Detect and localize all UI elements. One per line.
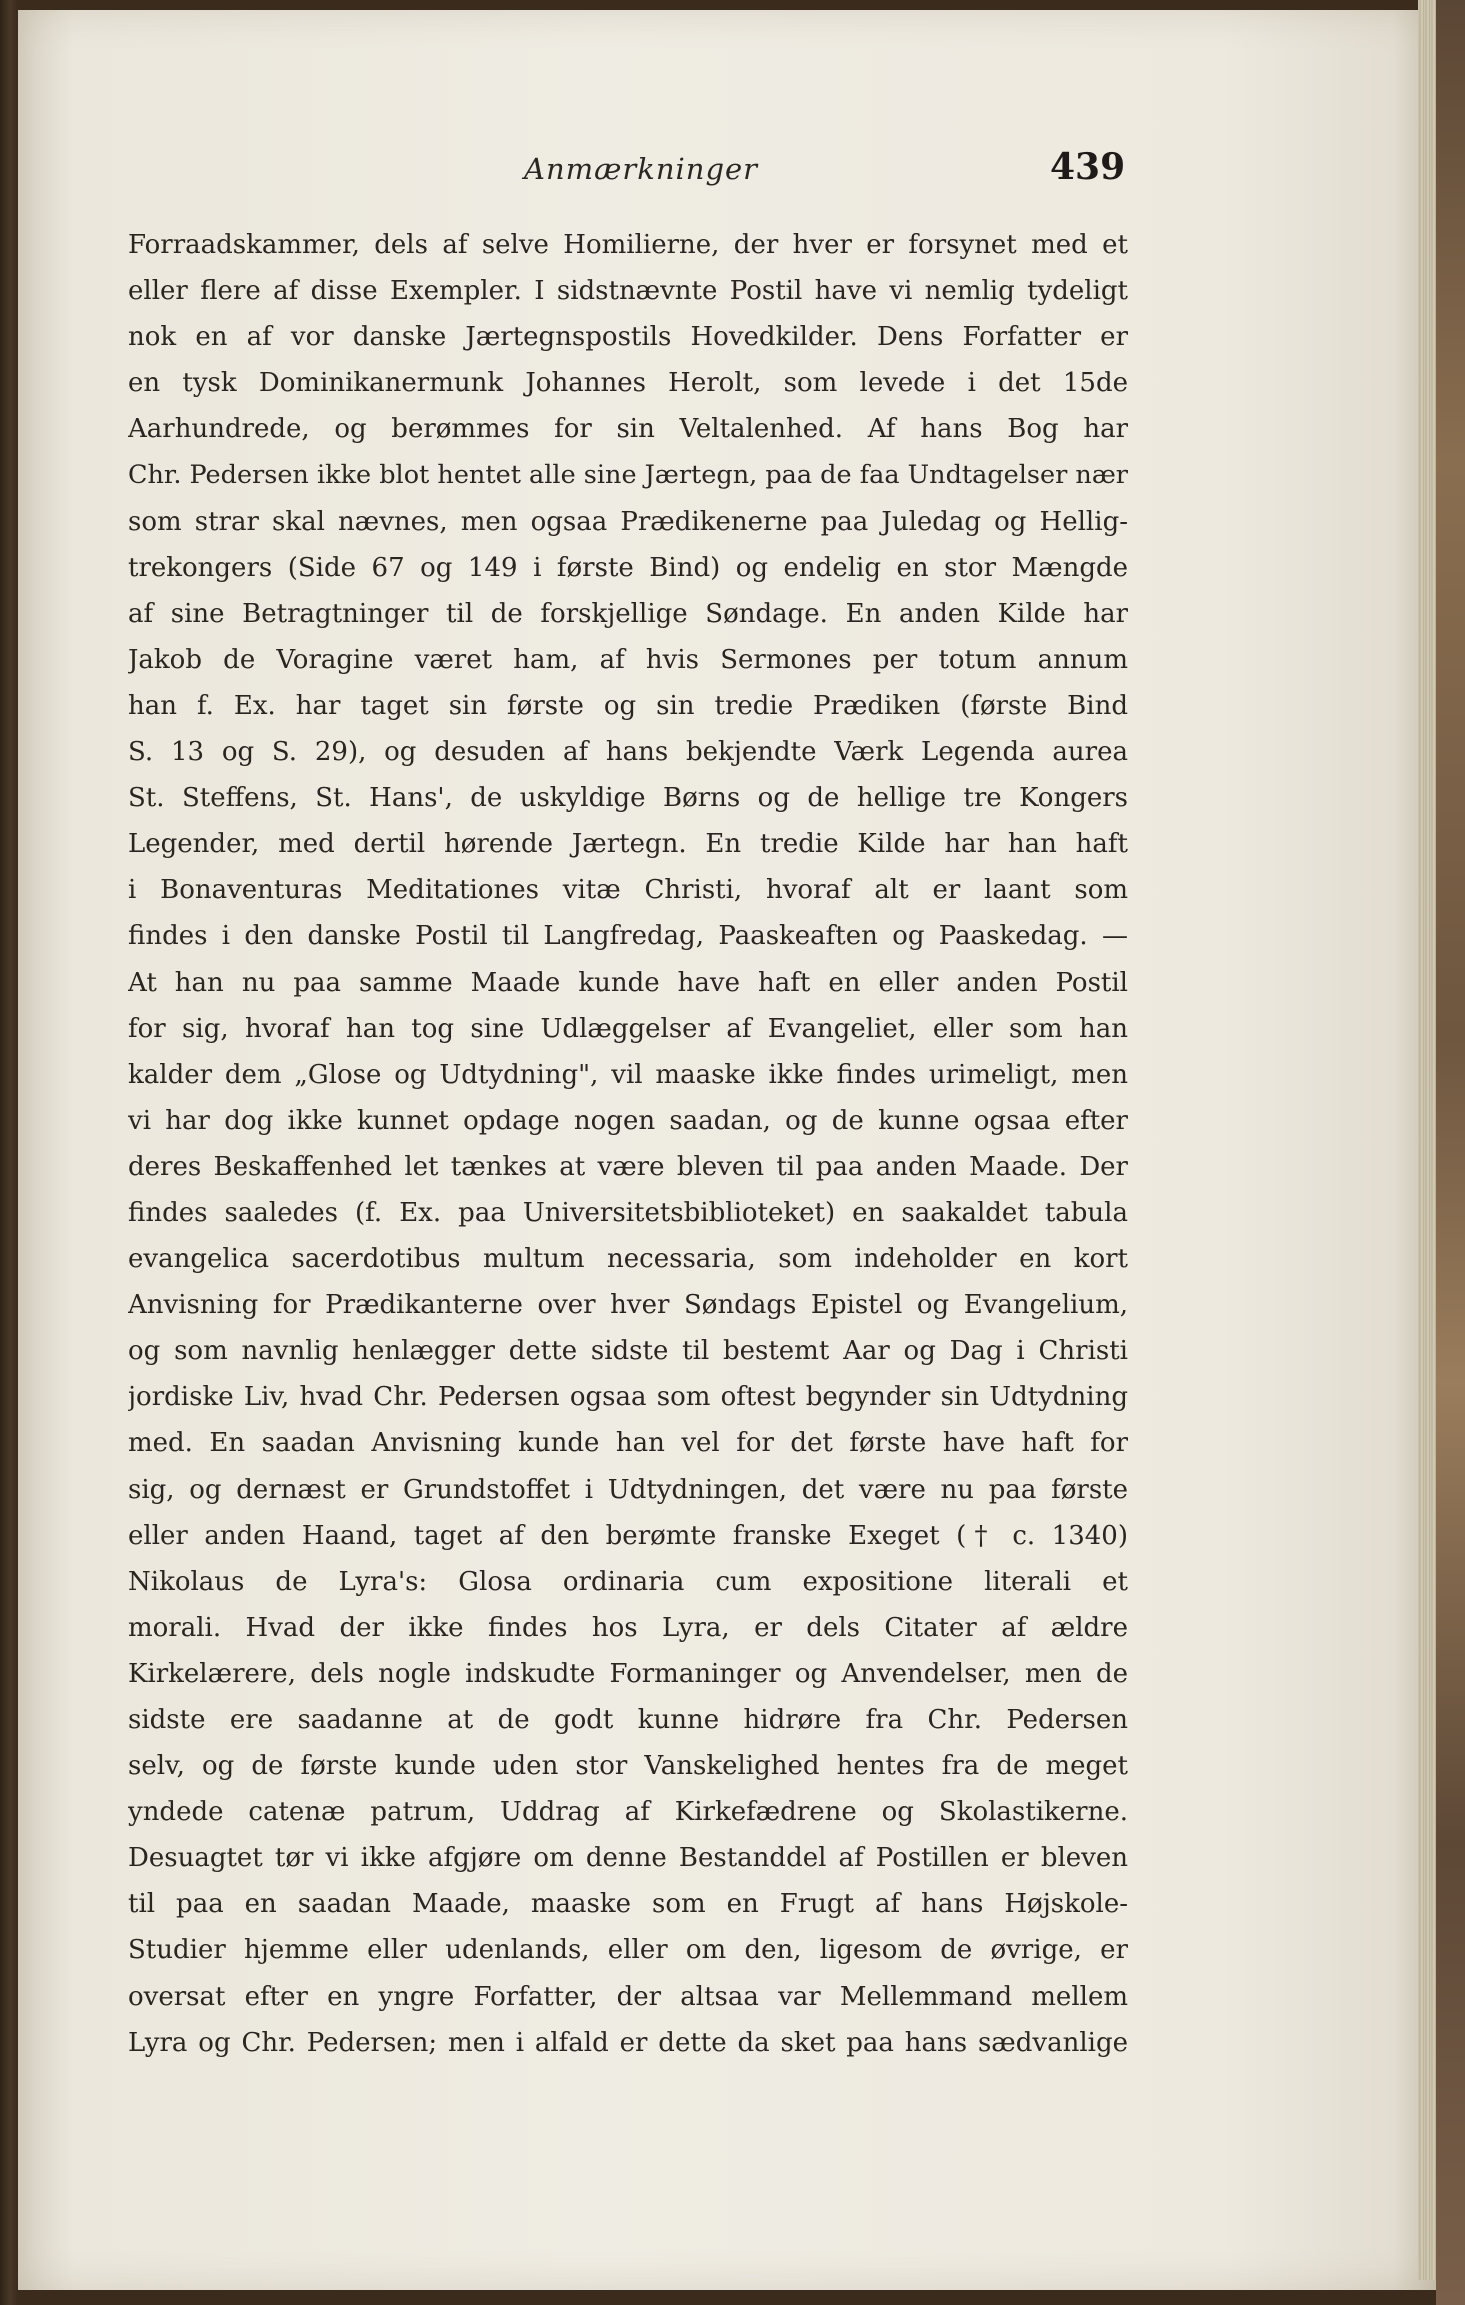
text-line-20: vi har dog ikke kunnet opdage nogen saadan, og de kunne ogsaa efter [128, 1105, 1128, 1136]
running-head: Anmærkninger [524, 152, 759, 186]
text-line-7: som strar skal nævnes, men ogsaa Prædikenerne paa Juledag og Hellig- [128, 506, 1128, 537]
text-line-33: sidste ere saadanne at de godt kunne hidrøre fra Chr. Pedersen [128, 1705, 1128, 1735]
text-line-37: til paa en saadan Maade, maaske som en Frugt af hans Højskole- [128, 1889, 1128, 1920]
text-line-10: Jakob de Voragine været ham, af hvis Sermones per totum annum [128, 644, 1128, 675]
text-line-38: Studier hjemme eller udenlands, eller om den, ligesom de øvrige, er [128, 1935, 1128, 1966]
book-page [18, 10, 1436, 2290]
text-line-15: i Bonaventuras Meditationes vitæ Christi, hvoraf alt er laant som [128, 875, 1128, 906]
text-line-27: med. En saadan Anvisning kunde han vel for det første have haft for [128, 1428, 1128, 1459]
text-line-18: for sig, hvoraf han tog sine Udlæggelser af Evangeliet, eller som han [128, 1013, 1128, 1044]
page-header [128, 146, 1128, 192]
text-line-21: deres Beskaffenhed let tænkes at være bleven til paa anden Maade. Der [128, 1151, 1128, 1182]
text-line-40: Lyra og Chr. Pedersen; men i alfald er dette da sket paa hans sædvanlige [128, 2027, 1128, 2058]
page-number: 439 [1050, 146, 1126, 188]
text-line-9: af sine Betragtninger til de forskjellige Søndage. En anden Kilde har [128, 598, 1128, 629]
text-line-26: jordiske Liv, hvad Chr. Pedersen ogsaa som oftest begynder sin Udtydning [128, 1382, 1128, 1413]
text-line-1: Forraadskammer, dels af selve Homilierne, der hver er forsynet med et [128, 230, 1128, 260]
text-line-17: At han nu paa samme Maade kunde have haft en eller anden Postil [128, 967, 1128, 998]
text-line-2: eller flere af disse Exempler. I sidstnævnte Postil have vi nemlig tydeligt [128, 276, 1128, 307]
text-line-6: Chr. Pedersen ikke blot hentet alle sine Jærtegn, paa de faa Undtagelser nær [128, 460, 1128, 491]
text-line-30: Nikolaus de Lyra's: Glosa ordinaria cum expositione literali et [128, 1566, 1128, 1597]
text-line-24: Anvisning for Prædikanterne over hver Søndags Epistel og Evangelium, [128, 1290, 1128, 1321]
text-line-34: selv, og de første kunde uden stor Vanskelighed hentes fra de meget [128, 1751, 1128, 1782]
body-text [128, 222, 1128, 2066]
text-line-3: nok en af vor danske Jærtegnspostils Hovedkilder. Dens Forfatter er [128, 322, 1128, 353]
text-line-12: S. 13 og S. 29), og desuden af hans bekjendte Værk Legenda aurea [128, 737, 1128, 768]
text-line-29: eller anden Haand, taget af den berømte franske Exeget († c. 1340) [128, 1520, 1128, 1551]
text-line-16: findes i den danske Postil til Langfredag, Paaskeaften og Paaskedag. — [128, 921, 1128, 952]
text-line-4: en tysk Dominikanermunk Johannes Herolt, som levede i det 15de [128, 368, 1128, 399]
text-line-39: oversat efter en yngre Forfatter, der altsaa var Mellemmand mellem [128, 1981, 1128, 2012]
text-line-36: Desuagtet tør vi ikke afgjøre om denne Bestanddel af Postillen er bleven [128, 1843, 1128, 1874]
text-line-25: og som navnlig henlægger dette sidste til bestemt Aar og Dag i Christi [128, 1336, 1128, 1367]
text-line-14: Legender, med dertil hørende Jærtegn. En tredie Kilde har han haft [128, 829, 1128, 860]
text-line-23: evangelica sacerdotibus multum necessaria, som indeholder en kort [128, 1244, 1128, 1275]
text-line-28: sig, og dernæst er Grundstoffet i Udtydningen, det være nu paa første [128, 1474, 1128, 1505]
text-line-32: Kirkelærere, dels nogle indskudte Formaninger og Anvendelser, men de [128, 1658, 1128, 1689]
text-line-19: kalder dem „Glose og Udtydning", vil maaske ikke findes urimeligt, men [128, 1059, 1128, 1090]
text-line-13: St. Steffens, St. Hans', de uskyldige Børns og de hellige tre Kongers [128, 783, 1128, 814]
text-line-5: Aarhundrede, og berømmes for sin Veltalenhed. Af hans Bog har [128, 414, 1128, 445]
book-cover-edge [1436, 0, 1465, 2305]
text-line-35: yndede catenæ patrum, Uddrag af Kirkefædrene og Skolastikerne. [128, 1797, 1128, 1828]
text-line-31: morali. Hvad der ikke findes hos Lyra, er dels Citater af ældre [128, 1612, 1128, 1643]
text-line-11: han f. Ex. har taget sin første og sin tredie Prædiken (første Bind [128, 690, 1128, 721]
text-line-22: findes saaledes (f. Ex. paa Universitetsbiblioteket) en saakaldet tabula [128, 1197, 1128, 1228]
text-line-8: trekongers (Side 67 og 149 i første Bind) og endelig en stor Mængde [128, 552, 1128, 583]
